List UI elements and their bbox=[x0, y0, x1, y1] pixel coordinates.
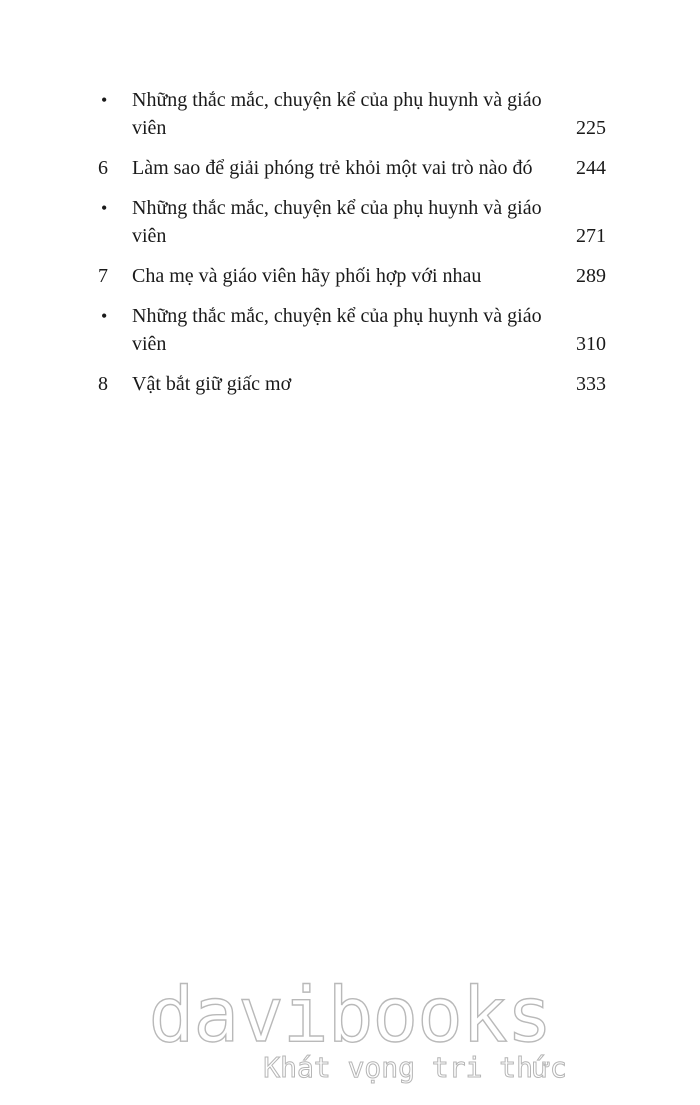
toc-bullet: • bbox=[101, 198, 108, 218]
toc-chapter-number: 7 bbox=[98, 265, 108, 287]
toc-entry-title: Những thắc mắc, chuyện kể của phụ huynh và giáo viên bbox=[132, 89, 542, 139]
toc-entry-title: Làm sao để giải phóng trẻ khỏi một vai trò nào đó bbox=[132, 157, 533, 179]
toc-entry bbox=[98, 86, 606, 142]
toc-page-number: 333 bbox=[576, 373, 606, 395]
watermark-slogan: Khát vọng tri thức bbox=[263, 1051, 567, 1084]
table-of-contents bbox=[98, 86, 606, 410]
watermark-brand: davibooks bbox=[148, 970, 552, 1059]
toc-bullet: • bbox=[101, 306, 108, 326]
toc-entry bbox=[98, 302, 606, 358]
toc-entry bbox=[98, 262, 606, 290]
toc-page-number: 271 bbox=[576, 225, 606, 247]
watermark bbox=[0, 970, 700, 1085]
toc-chapter-number: 6 bbox=[98, 157, 108, 179]
toc-bullet: • bbox=[101, 90, 108, 110]
toc-entry bbox=[98, 154, 606, 182]
toc-page-number: 289 bbox=[576, 265, 606, 287]
toc-page-number: 225 bbox=[576, 117, 606, 139]
toc-entry-title: Những thắc mắc, chuyện kể của phụ huynh và giáo viên bbox=[132, 197, 542, 247]
toc-entry bbox=[98, 194, 606, 250]
toc-entry-title: Những thắc mắc, chuyện kể của phụ huynh và giáo viên bbox=[132, 305, 542, 355]
toc-entry bbox=[98, 370, 606, 398]
toc-page-number: 310 bbox=[576, 333, 606, 355]
toc-entry-title: Vật bắt giữ giấc mơ bbox=[132, 373, 292, 395]
toc-chapter-number: 8 bbox=[98, 373, 108, 395]
toc-entry-title: Cha mẹ và giáo viên hãy phối hợp với nhau bbox=[132, 265, 482, 287]
toc-page-number: 244 bbox=[576, 157, 606, 179]
